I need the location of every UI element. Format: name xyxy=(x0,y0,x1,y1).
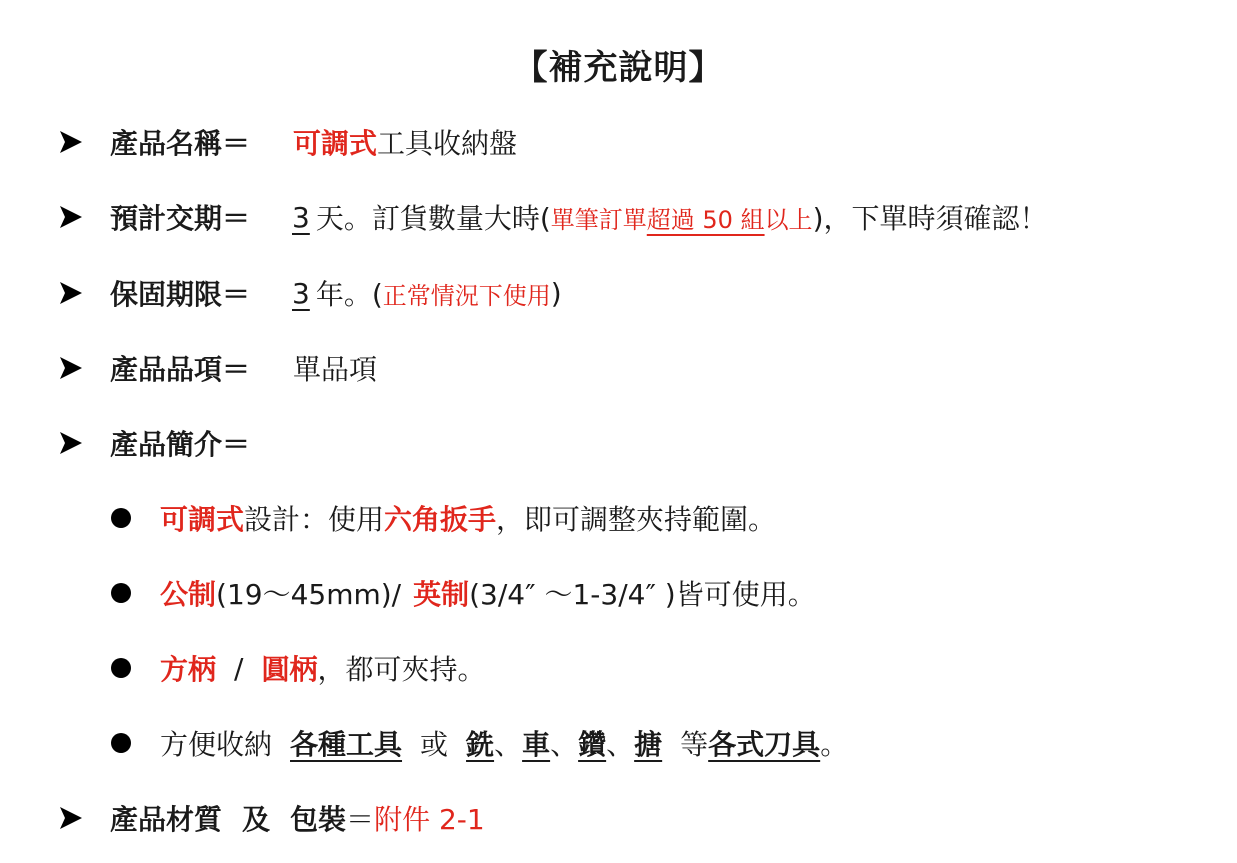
bullet-4-underline-3: 車 xyxy=(522,728,551,761)
arrowhead-bullet-icon xyxy=(58,280,84,306)
material-eq: ＝ xyxy=(346,803,375,836)
bullet-2-highlight-1: 公制 xyxy=(160,578,217,611)
material-value: 附件 2-1 xyxy=(374,803,485,836)
bullet-3-highlight-2: 圓柄 xyxy=(261,653,318,686)
warranty-text-1: 年。( xyxy=(315,278,383,311)
bullet-4-sep-3: 、 xyxy=(606,728,635,761)
bullet-4-text-4: 。 xyxy=(820,728,849,761)
bullet-4-text xyxy=(160,723,848,763)
product-name-highlight: 可調式 xyxy=(293,127,378,160)
warranty-value xyxy=(292,273,562,313)
bullet-4-text-1: 方便收納 xyxy=(160,728,273,761)
bullet-1-highlight-2: 六角扳手 xyxy=(384,503,497,536)
lead-time-days: 3 xyxy=(292,200,310,234)
bullet-2-text xyxy=(160,573,816,613)
lead-time-text-1: 天。訂貨數量大時( xyxy=(315,202,551,235)
bullet-4-underline-4: 鑽 xyxy=(578,728,607,761)
arrowhead-bullet-icon xyxy=(58,204,84,230)
bullet-4-sep-2: 、 xyxy=(550,728,579,761)
item-value: 單品項 xyxy=(293,353,378,386)
bullet-4-text-3: 等 xyxy=(680,728,709,761)
arrowhead-bullet-icon xyxy=(58,355,84,381)
bullet-4-sep-1: 、 xyxy=(494,728,523,761)
bullet-3-separator: / xyxy=(234,651,244,685)
lead-time-value xyxy=(292,197,1048,237)
product-name-value xyxy=(293,122,517,162)
arrowhead-bullet-icon xyxy=(58,805,84,831)
warranty-years: 3 xyxy=(292,276,310,310)
lead-time-note-c: 以上 xyxy=(764,205,813,234)
material-label-b: 及 xyxy=(242,803,271,836)
item-label: 產品品項＝ xyxy=(110,353,251,386)
bullet-4-text-2: 或 xyxy=(420,728,449,761)
filled-circle-bullet-icon xyxy=(111,508,131,528)
intro-label: 產品簡介＝ xyxy=(110,428,251,461)
product-name-label: 產品名稱＝ xyxy=(110,127,251,160)
warranty-note: 正常情況下使用 xyxy=(382,281,551,310)
warranty-text-2: ) xyxy=(550,276,562,310)
page-title: 【補充說明】 xyxy=(513,48,724,88)
bullet-1-text xyxy=(160,498,776,538)
product-name-rest: 工具收納盤 xyxy=(377,127,518,160)
bullet-3-text-1: ，都可夾持。 xyxy=(317,653,486,686)
bullet-4-underline-6: 各式刀具 xyxy=(708,728,821,761)
lead-time-note-a: 單筆訂單 xyxy=(550,205,647,234)
filled-circle-bullet-icon xyxy=(111,658,131,678)
material-label-c: 包裝 xyxy=(290,803,347,836)
lead-time-label: 預計交期＝ xyxy=(110,202,251,235)
bullet-4-underline-2: 銑 xyxy=(466,728,495,761)
bullet-1-text-1: 設計：使用 xyxy=(244,503,385,536)
bullet-1-highlight-1: 可調式 xyxy=(160,503,245,536)
bullet-4-underline-1: 各種工具 xyxy=(290,728,403,761)
bullet-1-text-2: ，即可調整夾持範圍。 xyxy=(496,503,777,536)
bullet-3-highlight-1: 方柄 xyxy=(160,653,217,686)
material-label-a: 產品材質 xyxy=(110,803,223,836)
filled-circle-bullet-icon xyxy=(111,583,131,603)
arrowhead-bullet-icon xyxy=(58,129,84,155)
lead-time-text-2: )，下單時須確認！ xyxy=(812,202,1048,235)
arrowhead-bullet-icon xyxy=(58,430,84,456)
bullet-2-highlight-2: 英制 xyxy=(413,578,470,611)
material-line xyxy=(110,798,485,838)
lead-time-note-b: 超過 50 組 xyxy=(646,205,765,234)
bullet-4-underline-5: 搪 xyxy=(634,728,663,761)
bullet-3-text xyxy=(160,648,485,688)
filled-circle-bullet-icon xyxy=(111,733,131,753)
bullet-2-text-1: (19～45mm)/ xyxy=(216,578,402,611)
bullet-2-text-2: (3/4″ ～1-3/4″ )皆可使用。 xyxy=(469,578,816,611)
warranty-label: 保固期限＝ xyxy=(110,278,251,311)
